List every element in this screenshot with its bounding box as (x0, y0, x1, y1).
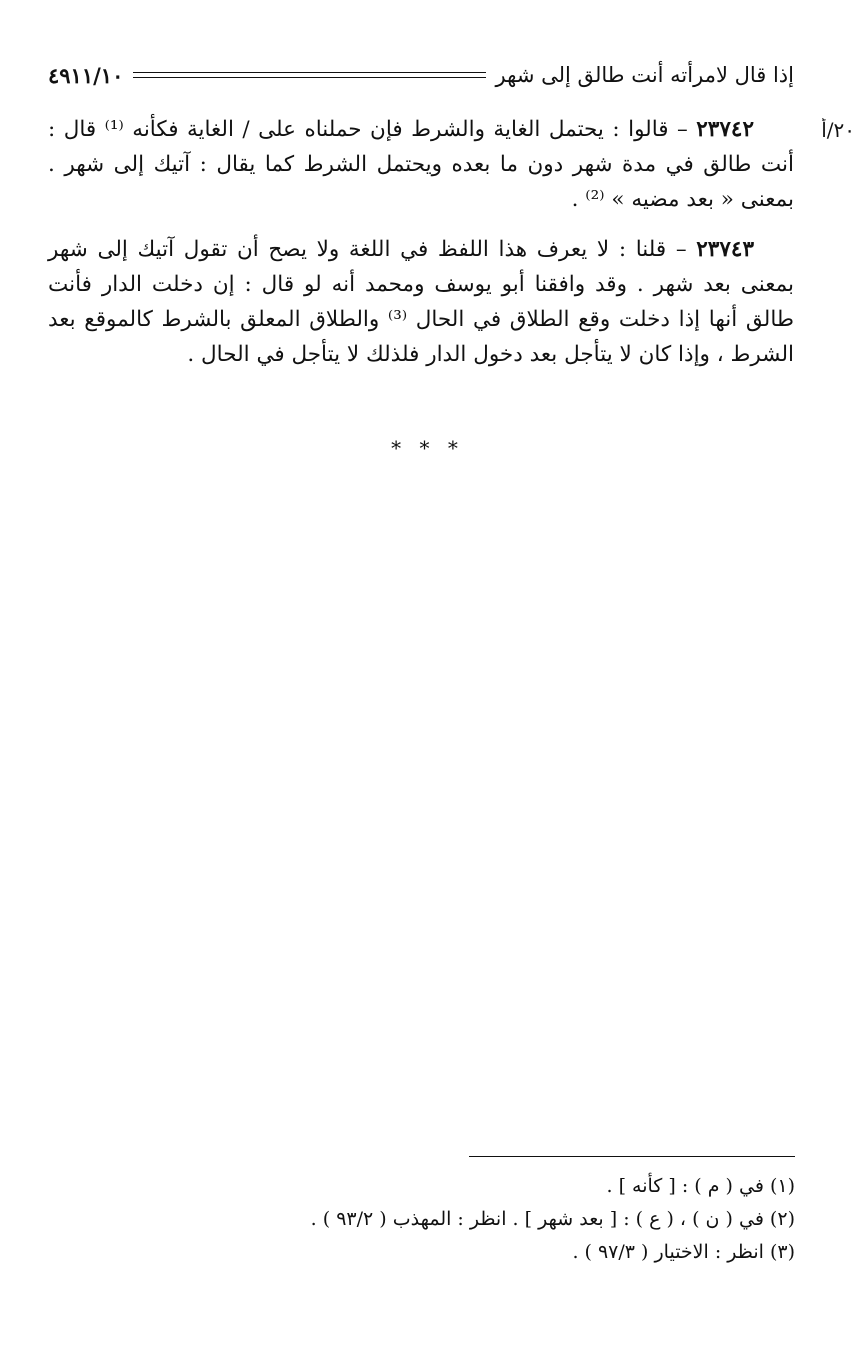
paragraph-23743 (48, 232, 794, 372)
header-title: إذا قال لامرأته أنت طالق إلى شهر (495, 63, 794, 87)
paragraph-23742 (48, 112, 794, 217)
footnote-1: (١) في ( م ) : [ كأنه ] . (606, 1175, 795, 1197)
main-text (48, 112, 794, 387)
footnote-rule (469, 1156, 795, 1157)
running-header (48, 60, 794, 90)
footnote-2: (٢) في ( ن ) ، ( ع ) : [ بعد شهر ] . انظر : المهذب ( ٩٣/٢ ) . (310, 1208, 795, 1230)
header-double-rule (133, 72, 485, 78)
footnote-3: (٣) انظر : الاختيار ( ٩٧/٣ ) . (572, 1241, 795, 1263)
margin-folio-reference: ٢٠/أ (821, 118, 855, 142)
header-page-reference: ٤٩١١/١٠ (48, 62, 124, 88)
section-separator: * * * (391, 436, 464, 460)
paragraph-text: – قالوا : يحتمل الغاية والشرط فإن حملناه على / الغاية فكأنه ⁽¹⁾ قال : أنت طالق في مدة شهر دون ما بعده ويحتمل الشرط كما يقال : آتيك إلى شهر . بمعنى « بعد مضيه » ⁽²⁾ . (48, 117, 794, 212)
paragraph-number: ٢٣٧٤٢ (696, 117, 754, 142)
paragraph-text: – قلنا : لا يعرف هذا اللفظ في اللغة ولا يصح أن تقول آتيك إلى شهر بمعنى بعد شهر . وقد وافقنا أبو يوسف ومحمد أنه لو قال : إن دخلت الدار فأنت طالق أنها إذا دخلت وقع الطلاق في الحال ⁽³⁾ والطلاق المعلق بالشرط كالموقع بعد الشرط ، وإذا كان لا يتأجل بعد دخول الدار فلذلك لا يتأجل في الحال . (48, 237, 794, 367)
footnotes (145, 1170, 795, 1269)
paragraph-number: ٢٣٧٤٣ (696, 237, 754, 262)
